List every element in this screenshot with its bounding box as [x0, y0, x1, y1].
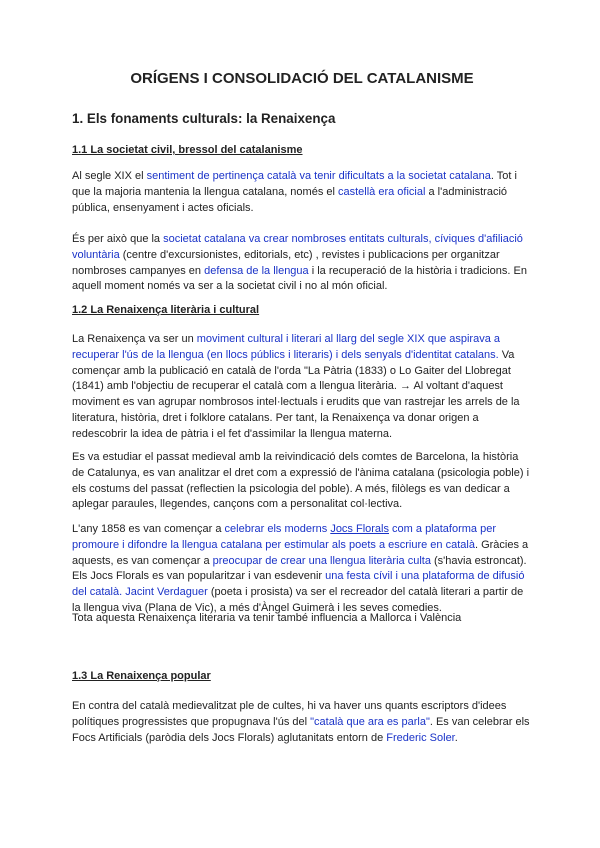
- paragraph: [72, 450, 532, 513]
- text-run: .: [454, 731, 458, 744]
- text-run: a l'administració pública, ensenyament i actes oficials.: [72, 185, 508, 214]
- paragraph: [72, 611, 532, 627]
- paragraph: [72, 332, 532, 443]
- document-title: ORÍGENS I CONSOLIDACIÓ DEL CATALANISME: [130, 70, 474, 87]
- text-link[interactable]: "català que ara es parla": [310, 715, 430, 728]
- text-run: Va començar amb la publicació en català de l'orda "La Pàtria (1833) o Lo Gaiter del Llobregat (1841) amb l'objectiu de recuperar el català com a llengua literària. → Al voltant d'aquest moviment es van agrupar nombrosos intel·lectuals i erudits que van rastrejar les arrels de la literatura, història, dret i folklore catalans. Per tant, la Renaixença va donar origen a redescobrir la idea de pàtria i el fet d'assimilar la llengua materna.: [72, 348, 520, 440]
- text-run: En contra del català medievalitzat ple de cultes, hi va haver uns quants escriptors d'idees polítiques progressistes que propugnava l'ús del: [72, 700, 507, 728]
- text-link[interactable]: societat catalana va crear nombroses entitats culturals, cíviques d'afiliació voluntària: [72, 233, 523, 261]
- text-run: L'any 1858 es van començar a: [72, 523, 225, 535]
- paragraph: [72, 699, 532, 746]
- text-link[interactable]: defensa de la llengua: [204, 264, 309, 277]
- text-run: . Es van celebrar els Focs Artificials (paròdia dels Jocs Florals) aglutanitats entorn de: [72, 715, 530, 744]
- text-run: . Gràcies a aquests, es van començar a: [72, 538, 529, 567]
- text-run: Es va estudiar el passat medieval amb la reivindicació dels comtes de Barcelona, la història de Catalunya, es van analitzar el dret com a expressió de l'ànima catalana (psicologia poble) i els costums del passat (reflectien la psicologia del poble). A més, filòlegs es van dedicar a aplegar paraules, llegendes, cançons com a personalitat col·lectiva.: [72, 451, 530, 511]
- text-link[interactable]: celebrar els moderns: [224, 523, 331, 535]
- text-link[interactable]: moviment cultural i literari al llarg del segle XIX que aspirava a recuperar l'ús de la llengua (en llocs públics i literaris) i dels senyals d'identitat catalans.: [72, 333, 501, 361]
- text-run: (centre d'excursionistes, editorials, etc) , revistes i publicacions per organitzar nombroses campanyes en: [72, 248, 500, 277]
- subsection-heading-1-1: 1.1 La societat civil, bressol del catalanisme: [72, 144, 303, 156]
- text-run: (s'havia estroncat). Els Jocs Florals es van popularitzar i van esdevenir: [72, 554, 527, 583]
- paragraph: [72, 169, 532, 216]
- subsection-heading-1-3: 1.3 La Renaixença popular: [72, 670, 211, 682]
- text-run: Tota aquesta Renaixença literaria va tenir també influencia a Mallorca i València: [72, 612, 462, 624]
- paragraph: [72, 522, 532, 617]
- section-heading-1: 1. Els fonaments culturals: la Renaixença: [72, 111, 336, 126]
- text-link[interactable]: com a plataforma per promoure i difondre la llengua catalana per estimular als poets a escriure en català: [72, 523, 496, 551]
- text-run: La Renaixença va ser un: [72, 333, 197, 345]
- text-run: . Tot i que la majoria mantenia la llengua catalana, només el: [72, 170, 517, 198]
- text-run: És per això que la: [72, 233, 164, 245]
- text-link[interactable]: Jocs Florals: [330, 523, 389, 535]
- text-link[interactable]: Frederic Soler: [386, 731, 455, 744]
- text-run: i la recuperació de la història i tradicions. En aquell moment només va ser a la societat civil i no al món oficial.: [72, 264, 527, 293]
- paragraph: [72, 232, 532, 295]
- text-link[interactable]: sentiment de pertinença català va tenir dificultats a la societat catalana: [146, 170, 491, 182]
- subsection-heading-1-2: 1.2 La Renaixença literària i cultural: [72, 304, 260, 316]
- text-run: Al segle XIX el: [72, 170, 147, 182]
- text-run: (poeta i prosista) va ser el recreador del català literari a partir de la llengua viva (Plana de Vic), a més d'Àngel Guimerà i les seves comedies.: [72, 586, 524, 614]
- text-link[interactable]: una festa cívil i una plataforma de difusió del català. Jacint Verdaguer: [72, 570, 525, 599]
- text-link[interactable]: preocupar de crear una llengua literària culta: [212, 554, 431, 567]
- text-link[interactable]: castellà era oficial: [338, 185, 426, 198]
